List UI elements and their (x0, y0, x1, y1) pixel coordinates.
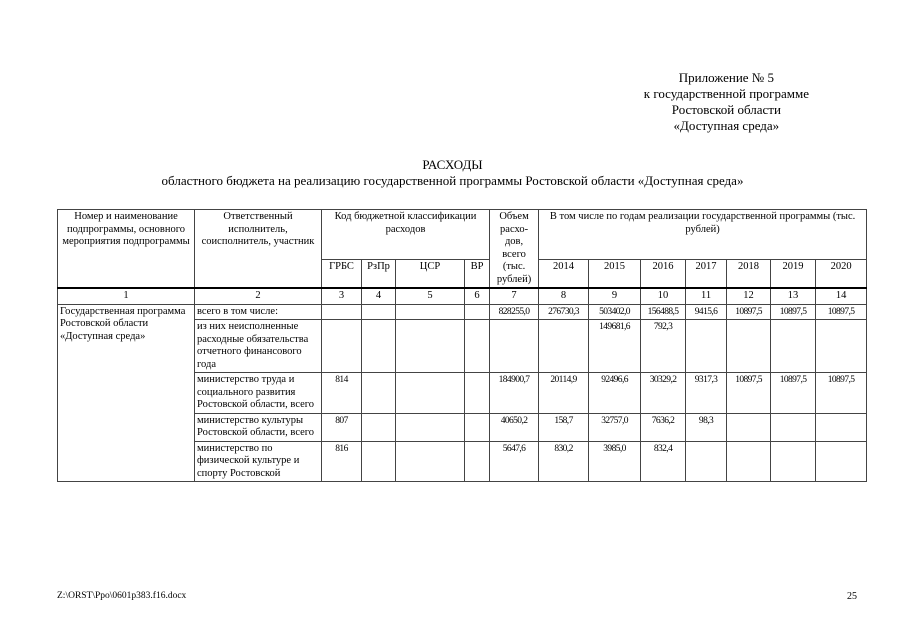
year-cell: 832,4 (641, 441, 686, 482)
year-cell: 92496,6 (589, 373, 641, 414)
header-total: Объем расхо-дов, всего (тыс. рублей) (490, 210, 539, 289)
csr-cell (396, 304, 465, 320)
year-cell: 10897,5 (727, 373, 771, 414)
header-year: 2016 (641, 259, 686, 288)
executor-cell: министерство по физической культуре и спорту Ростовской (195, 441, 322, 482)
year-cell (686, 441, 727, 482)
column-number: 3 (322, 288, 362, 304)
total-cell (490, 320, 539, 373)
column-number: 6 (465, 288, 490, 304)
grbs-cell (322, 320, 362, 373)
vr-cell (465, 373, 490, 414)
header-years-group: В том числе по годам реализации государственной программы (тыс. рублей) (539, 210, 867, 260)
column-number: 7 (490, 288, 539, 304)
column-number: 1 (58, 288, 195, 304)
total-cell: 828255,0 (490, 304, 539, 320)
appendix-line: к государственной программе (643, 86, 809, 101)
column-number: 10 (641, 288, 686, 304)
appendix-line: Ростовской области (671, 102, 781, 117)
vr-cell (465, 304, 490, 320)
grbs-cell: 814 (322, 373, 362, 414)
year-cell (727, 441, 771, 482)
header-rzpr: РзПр (362, 259, 396, 288)
year-cell: 830,2 (539, 441, 589, 482)
vr-cell (465, 413, 490, 441)
csr-cell (396, 441, 465, 482)
year-cell: 32757,0 (589, 413, 641, 441)
page-number: 25 (847, 591, 857, 602)
column-number: 8 (539, 288, 589, 304)
year-cell (771, 320, 816, 373)
executor-cell: из них неисполненные расходные обязательства отчетного финансового года (195, 320, 322, 373)
year-cell (727, 320, 771, 373)
year-cell: 149681,6 (589, 320, 641, 373)
year-cell: 30329,2 (641, 373, 686, 414)
rzpr-cell (362, 304, 396, 320)
rzpr-cell (362, 413, 396, 441)
header-year: 2015 (589, 259, 641, 288)
appendix-block (644, 70, 809, 134)
year-cell: 9415,6 (686, 304, 727, 320)
header-year: 2017 (686, 259, 727, 288)
year-cell (539, 320, 589, 373)
title-heading: РАСХОДЫ (422, 157, 483, 172)
document-title (0, 157, 905, 189)
header-grbs: ГРБС (322, 259, 362, 288)
appendix-line: «Доступная среда» (673, 118, 780, 133)
year-cell (771, 441, 816, 482)
rzpr-cell (362, 441, 396, 482)
header-year: 2020 (816, 259, 867, 288)
year-cell (727, 413, 771, 441)
header-year: 2019 (771, 259, 816, 288)
executor-cell: министерство культуры Ростовской области, всего (195, 413, 322, 441)
year-cell (816, 320, 867, 373)
year-cell: 792,3 (641, 320, 686, 373)
total-cell: 40650,2 (490, 413, 539, 441)
year-cell: 10897,5 (771, 304, 816, 320)
header-vr: ВР (465, 259, 490, 288)
rzpr-cell (362, 373, 396, 414)
column-number: 5 (396, 288, 465, 304)
header-csr: ЦСР (396, 259, 465, 288)
vr-cell (465, 320, 490, 373)
column-number: 12 (727, 288, 771, 304)
year-cell (771, 413, 816, 441)
header-program: Номер и наименование подпрограммы, основного мероприятия подпрограммы (58, 210, 195, 289)
grbs-cell: 807 (322, 413, 362, 441)
year-cell (686, 320, 727, 373)
grbs-cell: 816 (322, 441, 362, 482)
grbs-cell (322, 304, 362, 320)
column-number: 13 (771, 288, 816, 304)
total-cell: 184900,7 (490, 373, 539, 414)
csr-cell (396, 413, 465, 441)
budget-table (57, 209, 867, 482)
column-number: 9 (589, 288, 641, 304)
year-cell: 20114,9 (539, 373, 589, 414)
year-cell: 9317,3 (686, 373, 727, 414)
year-cell: 10897,5 (771, 373, 816, 414)
year-cell: 3985,0 (589, 441, 641, 482)
year-cell (816, 441, 867, 482)
executor-cell: министерство труда и социального развития Ростовской области, всего (195, 373, 322, 414)
column-number: 11 (686, 288, 727, 304)
year-cell: 7636,2 (641, 413, 686, 441)
header-budget-code: Код бюджетной классификации расходов (322, 210, 490, 260)
total-cell: 5647,6 (490, 441, 539, 482)
file-path: Z:\ORST\Ppo\0601p383.f16.docx (57, 591, 187, 601)
table-row (58, 304, 867, 320)
header-year: 2014 (539, 259, 589, 288)
column-number: 2 (195, 288, 322, 304)
year-cell: 158,7 (539, 413, 589, 441)
year-cell: 98,3 (686, 413, 727, 441)
year-cell: 156488,5 (641, 304, 686, 320)
year-cell: 10897,5 (816, 373, 867, 414)
header-year: 2018 (727, 259, 771, 288)
program-name: Государственная программа Ростовской области «Доступная среда» (58, 304, 195, 482)
column-number: 4 (362, 288, 396, 304)
column-number-row (58, 288, 867, 304)
year-cell: 276730,3 (539, 304, 589, 320)
year-cell (816, 413, 867, 441)
appendix-line: Приложение № 5 (678, 70, 774, 85)
csr-cell (396, 373, 465, 414)
executor-cell: всего в том числе: (195, 304, 322, 320)
header-row (58, 210, 867, 260)
vr-cell (465, 441, 490, 482)
year-cell: 10897,5 (816, 304, 867, 320)
year-cell: 503402,0 (589, 304, 641, 320)
title-subheading: областного бюджета на реализацию государственной программы Ростовской области «Доступная среда» (161, 173, 744, 188)
column-number: 14 (816, 288, 867, 304)
header-executor: Ответственный исполнитель, соисполнитель, участник (195, 210, 322, 289)
rzpr-cell (362, 320, 396, 373)
year-cell: 10897,5 (727, 304, 771, 320)
csr-cell (396, 320, 465, 373)
